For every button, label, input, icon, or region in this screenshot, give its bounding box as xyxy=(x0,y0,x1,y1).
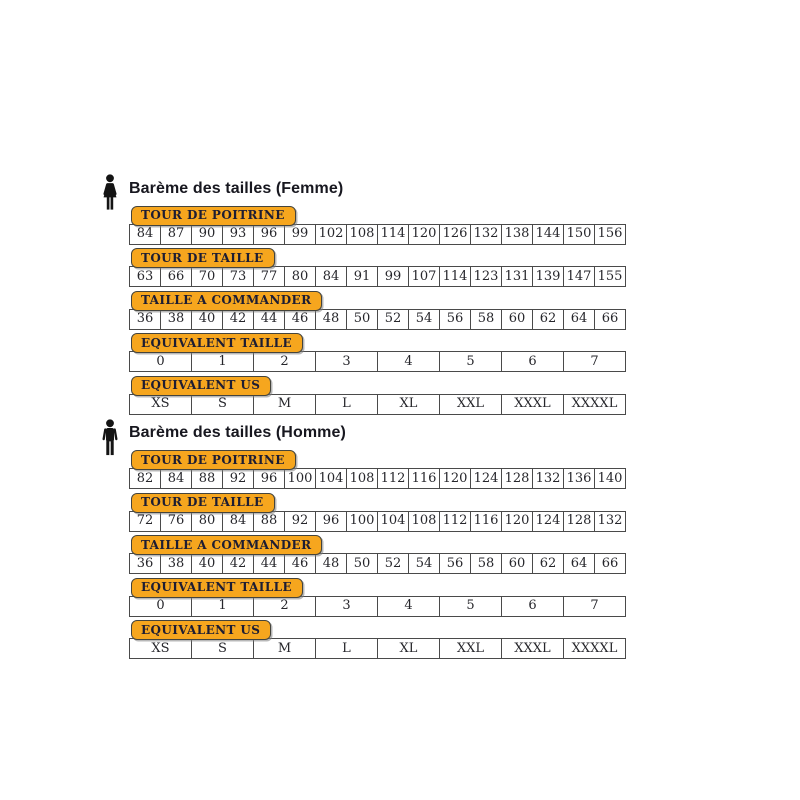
size-cell: 80 xyxy=(191,512,222,531)
size-cell: XXL xyxy=(439,639,501,658)
size-cell: 124 xyxy=(532,512,563,531)
size-cell: 132 xyxy=(532,469,563,488)
size-row-equivalent-us xyxy=(129,394,626,415)
size-cell: 36 xyxy=(136,311,154,326)
size-cell: 82 xyxy=(136,470,154,486)
section-homme xyxy=(98,418,632,660)
size-cell: 40 xyxy=(191,310,222,329)
size-cell: 91 xyxy=(346,267,377,286)
size-cell: 139 xyxy=(532,267,563,286)
size-cell: 132 xyxy=(470,225,501,244)
size-cell: M xyxy=(253,639,315,658)
row-label-tour-de-taille: TOUR DE TAILLE xyxy=(131,248,275,268)
size-cell: 156 xyxy=(594,225,625,244)
size-cell: 44 xyxy=(253,310,284,329)
size-cell: 48 xyxy=(315,554,346,573)
row-label-taille-a-commander: TAILLE A COMMANDER xyxy=(131,535,322,555)
size-cell: L xyxy=(315,395,377,414)
size-cell: 52 xyxy=(377,310,408,329)
size-cell: 84 xyxy=(315,267,346,286)
size-cell: 128 xyxy=(563,512,594,531)
size-cell: 132 xyxy=(594,512,625,531)
size-cell: 1 xyxy=(191,597,253,616)
size-cell: 99 xyxy=(284,225,315,244)
row-label-tour-de-poitrine: TOUR DE POITRINE xyxy=(131,450,296,470)
size-cell: 120 xyxy=(501,512,532,531)
size-cell: 108 xyxy=(408,512,439,531)
size-cell: 42 xyxy=(222,310,253,329)
size-cell: 140 xyxy=(594,469,625,488)
size-cell: 120 xyxy=(408,225,439,244)
size-cell: XXXL xyxy=(501,395,563,414)
size-cell: 131 xyxy=(501,267,532,286)
male-icon xyxy=(98,419,122,458)
size-cell: 54 xyxy=(408,310,439,329)
size-cell: 150 xyxy=(563,225,594,244)
size-cell: XXXL xyxy=(501,639,563,658)
size-cell: M xyxy=(253,395,315,414)
row-label-tour-de-poitrine: TOUR DE POITRINE xyxy=(131,206,296,226)
size-cell: 84 xyxy=(222,512,253,531)
size-cell: 76 xyxy=(160,512,191,531)
size-cell: 100 xyxy=(346,512,377,531)
size-cell: 6 xyxy=(501,352,563,371)
size-table-femme xyxy=(129,204,632,415)
size-cell: 104 xyxy=(377,512,408,531)
size-cell: 48 xyxy=(315,310,346,329)
size-cell: 84 xyxy=(160,469,191,488)
size-cell: 60 xyxy=(501,554,532,573)
size-cell: 46 xyxy=(284,310,315,329)
size-cell: 88 xyxy=(191,469,222,488)
size-cell: 38 xyxy=(160,554,191,573)
size-cell: 96 xyxy=(253,225,284,244)
size-cell: 147 xyxy=(563,267,594,286)
size-cell: 6 xyxy=(501,597,563,616)
size-cell: 5 xyxy=(439,352,501,371)
size-cell: 44 xyxy=(253,554,284,573)
size-row-equivalent-taille xyxy=(129,351,626,372)
size-cell: 108 xyxy=(346,469,377,488)
size-cell: 1 xyxy=(191,352,253,371)
size-cell: 62 xyxy=(532,310,563,329)
size-cell: L xyxy=(315,639,377,658)
row-label-equivalent-us: EQUIVALENT US xyxy=(131,376,271,396)
size-table-homme xyxy=(129,449,632,660)
size-cell: 96 xyxy=(253,469,284,488)
size-cell: 52 xyxy=(377,554,408,573)
size-cell: 56 xyxy=(439,310,470,329)
size-cell: 87 xyxy=(160,225,191,244)
size-cell: 7 xyxy=(563,352,625,371)
size-cell: 112 xyxy=(377,469,408,488)
size-cell: 63 xyxy=(136,268,154,284)
size-cell: 108 xyxy=(346,225,377,244)
size-cell: 2 xyxy=(253,597,315,616)
size-cell: 3 xyxy=(315,352,377,371)
size-cell: 36 xyxy=(136,555,154,571)
size-cell: 60 xyxy=(501,310,532,329)
female-icon xyxy=(98,174,122,213)
size-cell: 90 xyxy=(191,225,222,244)
section-title-femme: Barème des tailles (Femme) xyxy=(129,179,344,197)
size-cell: XL xyxy=(377,395,439,414)
size-cell: 3 xyxy=(315,597,377,616)
size-cell: 50 xyxy=(346,554,377,573)
size-cell: XS xyxy=(151,396,170,411)
size-cell: 66 xyxy=(160,267,191,286)
size-cell: 77 xyxy=(253,267,284,286)
size-cell: 107 xyxy=(408,267,439,286)
size-cell: 155 xyxy=(594,267,625,286)
size-cell: 138 xyxy=(501,225,532,244)
size-cell: 128 xyxy=(501,469,532,488)
size-cell: 50 xyxy=(346,310,377,329)
size-cell: 93 xyxy=(222,225,253,244)
size-cell: 96 xyxy=(315,512,346,531)
size-cell: 62 xyxy=(532,554,563,573)
size-cell: 112 xyxy=(439,512,470,531)
size-cell: 46 xyxy=(284,554,315,573)
size-row-taille-a-commander xyxy=(129,309,626,330)
size-row-tour-de-poitrine xyxy=(129,468,626,489)
size-cell: 92 xyxy=(222,469,253,488)
size-cell: 58 xyxy=(470,310,501,329)
size-cell: 124 xyxy=(470,469,501,488)
size-cell: XXXXL xyxy=(563,639,625,658)
size-cell: 102 xyxy=(315,225,346,244)
size-row-tour-de-taille xyxy=(129,511,626,532)
size-chart-content xyxy=(98,173,632,662)
size-cell: XL xyxy=(377,639,439,658)
size-cell: 114 xyxy=(439,267,470,286)
size-cell: 123 xyxy=(470,267,501,286)
size-row-equivalent-us xyxy=(129,638,626,659)
size-cell: 120 xyxy=(439,469,470,488)
section-title-homme: Barème des tailles (Homme) xyxy=(129,424,346,441)
size-cell: 64 xyxy=(563,310,594,329)
section-femme xyxy=(98,173,632,415)
size-cell: 99 xyxy=(377,267,408,286)
size-cell: 114 xyxy=(377,225,408,244)
size-row-tour-de-taille xyxy=(129,266,626,287)
size-cell: 73 xyxy=(222,267,253,286)
row-label-tour-de-taille: TOUR DE TAILLE xyxy=(131,493,275,513)
size-cell: 0 xyxy=(156,598,165,613)
size-cell: 0 xyxy=(156,353,165,369)
size-cell: 4 xyxy=(377,352,439,371)
size-cell: 5 xyxy=(439,597,501,616)
size-cell: 72 xyxy=(136,513,154,528)
size-cell: S xyxy=(191,639,253,658)
size-cell: 58 xyxy=(470,554,501,573)
size-cell: 100 xyxy=(284,469,315,488)
size-cell: 116 xyxy=(408,469,439,488)
size-cell: XXXXL xyxy=(563,395,625,414)
size-cell: 56 xyxy=(439,554,470,573)
row-label-equivalent-taille: EQUIVALENT TAILLE xyxy=(131,578,303,598)
size-cell: S xyxy=(191,395,253,414)
size-row-equivalent-taille xyxy=(129,596,626,617)
size-cell: 70 xyxy=(191,267,222,286)
size-cell: 116 xyxy=(470,512,501,531)
size-cell: 4 xyxy=(377,597,439,616)
size-cell: 80 xyxy=(284,267,315,286)
size-cell: XS xyxy=(151,640,170,656)
size-cell: 40 xyxy=(191,554,222,573)
size-row-taille-a-commander xyxy=(129,553,626,574)
size-cell: 64 xyxy=(563,554,594,573)
size-cell: 92 xyxy=(284,512,315,531)
size-cell: 66 xyxy=(594,310,625,329)
size-cell: 136 xyxy=(563,469,594,488)
size-cell: 42 xyxy=(222,554,253,573)
size-cell: 84 xyxy=(136,226,154,241)
size-cell: 104 xyxy=(315,469,346,488)
size-cell: 7 xyxy=(563,597,625,616)
size-cell: 54 xyxy=(408,554,439,573)
size-cell: 2 xyxy=(253,352,315,371)
row-label-taille-a-commander: TAILLE A COMMANDER xyxy=(131,291,322,311)
row-label-equivalent-taille: EQUIVALENT TAILLE xyxy=(131,333,303,353)
size-cell: 88 xyxy=(253,512,284,531)
size-cell: 38 xyxy=(160,310,191,329)
size-row-tour-de-poitrine xyxy=(129,224,626,245)
size-cell: 126 xyxy=(439,225,470,244)
row-label-equivalent-us: EQUIVALENT US xyxy=(131,620,271,640)
size-cell: 144 xyxy=(532,225,563,244)
size-cell: 66 xyxy=(594,554,625,573)
size-cell: XXL xyxy=(439,395,501,414)
